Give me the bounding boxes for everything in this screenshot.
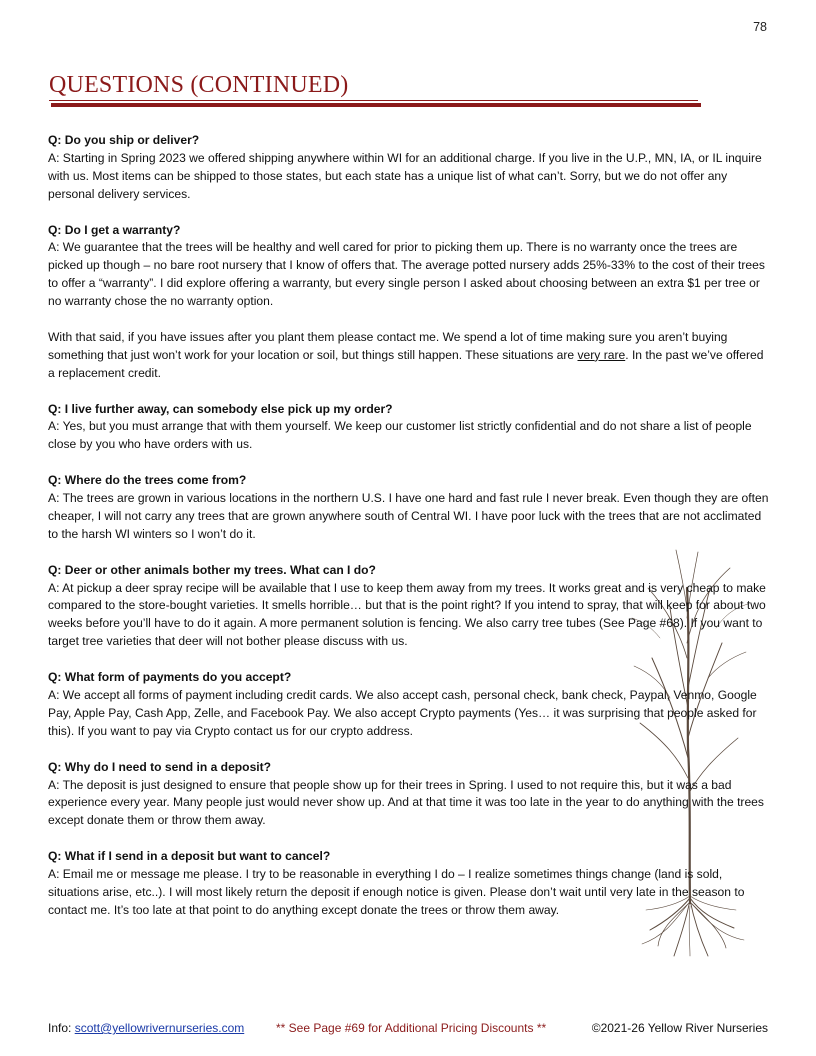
faq-answer-continued: [48, 329, 770, 383]
faq-answer: A: We guarantee that the trees will be healthy and well cared for prior to picking them up. There is no warranty once the trees are picked up though – no bare root nursery that I know of offers that. The average potted nursery adds 25%-33% to the cost of their trees to offer a “warranty”. I did explore offering a warranty, but every single person I asked about choosing between an extra $1 per tree or no warranty chose the no warranty option.: [48, 240, 765, 309]
faq-question: Q: I live further away, can somebody else pick up my order?: [48, 401, 393, 416]
faq-item-origin: [48, 472, 770, 544]
underlined-emphasis: very rare: [577, 347, 626, 362]
faq-item-deposit: [48, 759, 770, 831]
faq-item-warranty: [48, 222, 770, 312]
faq-answer: A: Email me or message me please. I try to be reasonable in everything I do – I realize sometimes things change (land is sold, situations arise, etc..). I will most likely return the deposit if enough notice is given. Please don’t wait until very late in the season to contact me. It’s too late at that point to do anything except donate the trees or throw them away.: [48, 867, 745, 917]
answer-text: With that said, if you have issues after you plant them please contact me. We spend a lot of time making sure you aren’t buying something that just won’t work for your location or soil, but things still happen. These situations are: [48, 329, 728, 362]
faq-question: Q: Why do I need to send in a deposit?: [48, 759, 272, 774]
faq-question: Q: Deer or other animals bother my trees. What can I do?: [48, 562, 376, 577]
faq-answer: A: The trees are grown in various locations in the northern U.S. I have one hard and fast rule I never break. Even though they are often cheaper, I will not carry any trees that are grown anywhere south of Central WI. I have poor luck with the trees that are not acclimated to the harsh WI winters so I won’t do it.: [48, 491, 769, 541]
footer-info: [48, 1021, 244, 1035]
faq-question: Q: Do you ship or deliver?: [48, 133, 200, 147]
email-link[interactable]: scott@yellowrivernurseries.com: [74, 1021, 245, 1035]
faq-answer: A: Yes, but you must arrange that with them yourself. We keep our customer list strictly confidential and do not share a list of people close by you who have orders with us.: [48, 419, 752, 452]
faq-item-shipping: [48, 132, 770, 204]
faq-item-cancel: [48, 848, 770, 920]
faq-item-deer: [48, 562, 770, 652]
page-number: 78: [753, 20, 767, 34]
answer-text: . In the past we’ve offered a replacement credit.: [48, 347, 764, 380]
faq-question: Q: What if I send in a deposit but want to cancel?: [48, 849, 331, 864]
faq-answer: A: At pickup a deer spray recipe will be available that I use to keep them away from my trees. It works great and is very cheap to make compared to the store-bought varieties. It smells horrible… but that is the point right? If you intend to spray, that will keep for about two weeks before you’ll have to do it again. A more permanent solution is fencing. We also carry tree tubes (See Page #68). If you want to target tree varieties that deer will not bother please discuss with us.: [48, 580, 766, 649]
faq-answer: A: The deposit is just designed to ensure that people show up for their trees in Spring. I used to not require this, but it was a bad experience every year. Many people just would never show up. And at that time it was too late in the year to do anything with the trees except donate them or throw them away.: [48, 777, 764, 828]
faq-item-pickup: [48, 401, 770, 455]
footer-promo: ** See Page #69 for Additional Pricing Discounts **: [276, 1021, 547, 1035]
faq-answer: A: Starting in Spring 2023 we offered shipping anywhere within WI for an additional charge. If you live in the U.P., MN, IA, or IL inquire with us. Most items can be shipped to those states, but each state has a unique list of what can’t. Sorry, but we do not offer any personal delivery services.: [48, 150, 762, 201]
faq-answer: A: We accept all forms of payment including credit cards. We also accept cash, personal check, bank check, Paypal, Venmo, Google Pay, Apple Pay, Cash App, Zelle, and Facebook Pay. We also accept Crypto payments (Yes… it was surprising that people asked for this). If you want to pay via Crypto contact us for our crypto address.: [48, 688, 757, 738]
faq-content: [48, 132, 770, 938]
faq-question: Q: Where do the trees come from?: [48, 473, 247, 488]
footer-info-label: Info:: [48, 1021, 75, 1035]
heading-rule: [49, 100, 701, 107]
faq-question: Q: Do I get a warranty?: [48, 222, 181, 237]
faq-question: Q: What form of payments do you accept?: [48, 670, 292, 685]
faq-item-payments: [48, 669, 770, 741]
section-heading: QUESTIONS (CONTINUED): [49, 72, 349, 98]
footer-copyright: ©2021-26 Yellow River Nurseries: [591, 1021, 768, 1035]
